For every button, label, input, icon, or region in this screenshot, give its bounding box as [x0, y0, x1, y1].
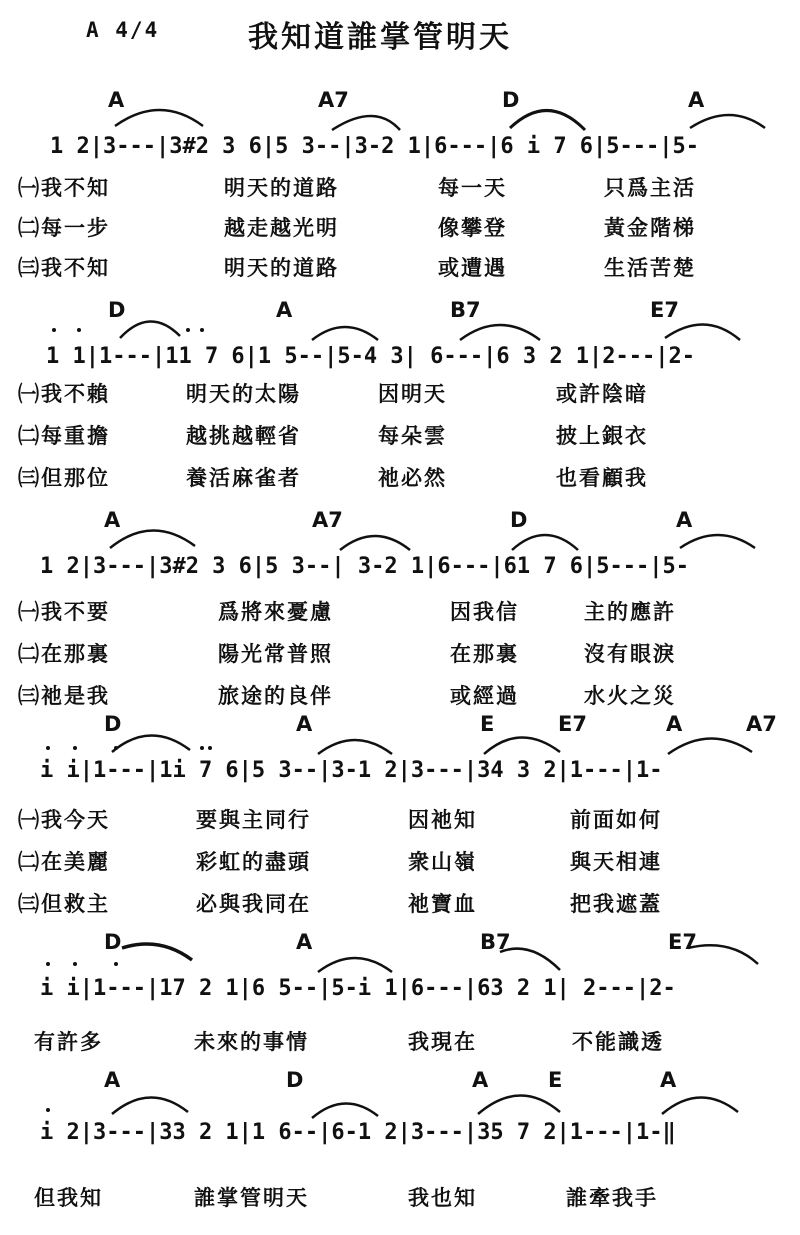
- lyric-verse-3: [0, 252, 800, 282]
- chord-symbol: A: [660, 1068, 677, 1092]
- lyric-phrase: 我現在: [408, 1030, 477, 1054]
- chord-symbol: A: [104, 508, 121, 532]
- lyric-phrase: 披上銀衣: [556, 424, 648, 448]
- lyric-phrase: 像攀登: [438, 216, 507, 240]
- lyric-verse-3: [0, 462, 800, 492]
- lyric-phrase: 明天的道路: [224, 176, 339, 200]
- lyric-line: [0, 1026, 800, 1056]
- lyric-phrase: 不能識透: [572, 1030, 664, 1054]
- lyric-phrase: 因祂知: [408, 808, 477, 832]
- chord-symbol: E7: [558, 712, 587, 736]
- lower-octave-dot: [186, 328, 190, 332]
- chord-line: [0, 1068, 800, 1096]
- lyric-verse-1: [0, 804, 800, 834]
- chord-symbol: D: [104, 712, 122, 736]
- tie-arc: [665, 324, 740, 340]
- lyric-phrase: 明天的太陽: [186, 382, 301, 406]
- tie-arc: [332, 116, 400, 130]
- lyric-phrase: ㈢祂是我: [18, 684, 110, 708]
- lyric-phrase: 只爲主活: [604, 176, 696, 200]
- tie-arc: [312, 327, 378, 340]
- lyric-phrase: 把我遮蓋: [570, 892, 662, 916]
- lower-octave-dot: [52, 328, 56, 332]
- tie-arc: [318, 740, 392, 754]
- lyric-phrase: 在那裏: [450, 642, 519, 666]
- lyric-phrase: 每朵雲: [378, 424, 447, 448]
- chord-symbol: A: [676, 508, 693, 532]
- lyric-phrase: 越走越光明: [224, 216, 339, 240]
- tie-arc: [680, 535, 755, 548]
- lyric-phrase: ㈠我不知: [18, 176, 110, 200]
- lyric-phrase: ㈠我不要: [18, 600, 110, 624]
- lyric-verse-2: [0, 638, 800, 668]
- lyric-verse-2: [0, 846, 800, 876]
- chord-symbol: A: [666, 712, 683, 736]
- tie-arc: [668, 738, 752, 754]
- tie-arc: [662, 1097, 738, 1114]
- header-key-time: A 4/4: [86, 18, 160, 42]
- tie-arc: [478, 1095, 560, 1114]
- numbered-notation-line: 1 2|3---|3#2 3 6|5 3--| 3-2 1|6---|61 7 6|5---|5-: [40, 554, 690, 579]
- chord-symbol: D: [108, 298, 126, 322]
- lyric-verse-2: [0, 420, 800, 450]
- lyric-phrase: 水火之災: [584, 684, 676, 708]
- chord-symbol: B7: [450, 298, 481, 322]
- lyric-phrase: 我也知: [408, 1186, 477, 1210]
- lyric-phrase: 必與我同在: [196, 892, 311, 916]
- lyric-phrase: ㈡在美麗: [18, 850, 110, 874]
- chord-symbol: D: [502, 88, 520, 112]
- lyric-phrase: 但我知: [34, 1186, 103, 1210]
- lyric-phrase: 與天相連: [570, 850, 662, 874]
- upper-octave-dot: [200, 746, 204, 750]
- chord-symbol: D: [510, 508, 528, 532]
- chord-line: [0, 508, 800, 536]
- lyric-phrase: 有許多: [34, 1030, 103, 1054]
- numbered-notation-line: i i|1---|1i 7 6|5 3--|3-1 2|3---|34 3 2|1---|1-: [40, 758, 663, 783]
- tie-arc: [460, 325, 540, 340]
- chord-symbol: A7: [312, 508, 343, 532]
- lyric-phrase: 越挑越輕省: [186, 424, 301, 448]
- lyric-phrase: 或經過: [450, 684, 519, 708]
- chord-line: [0, 712, 800, 740]
- chord-symbol: A: [296, 930, 313, 954]
- chord-symbol: A: [688, 88, 705, 112]
- tie-arc: [318, 958, 392, 972]
- numbered-notation-line: 1 1|1---|11 7 6|1 5--|5-4 3| 6---|6 3 2 1|2---|2-: [46, 344, 696, 369]
- song-title: 我知道誰掌管明天: [248, 20, 512, 55]
- chord-symbol: D: [104, 930, 122, 954]
- chord-symbol: B7: [480, 930, 511, 954]
- upper-octave-dot: [73, 962, 77, 966]
- lyric-phrase: 也看顧我: [556, 466, 648, 490]
- upper-octave-dot: [114, 746, 118, 750]
- chord-symbol: E: [548, 1068, 563, 1092]
- lyric-phrase: 沒有眼淚: [584, 642, 676, 666]
- lyric-verse-2: [0, 212, 800, 242]
- chord-symbol: A7: [746, 712, 777, 736]
- chord-symbol: E: [480, 712, 495, 736]
- chord-symbol: A: [104, 1068, 121, 1092]
- lyric-phrase: ㈠我不賴: [18, 382, 110, 406]
- lyric-phrase: ㈡在那裏: [18, 642, 110, 666]
- lyric-phrase: 因我信: [450, 600, 519, 624]
- lyric-phrase: 生活苦楚: [604, 256, 696, 280]
- lyric-phrase: 主的應許: [584, 600, 676, 624]
- chord-symbol: A7: [318, 88, 349, 112]
- chord-symbol: A: [108, 88, 125, 112]
- lyric-phrase: 未來的事情: [194, 1030, 309, 1054]
- lower-octave-dot: [77, 328, 81, 332]
- lower-octave-dot: [200, 328, 204, 332]
- lyric-phrase: 每一天: [438, 176, 507, 200]
- lyric-phrase: ㈢我不知: [18, 256, 110, 280]
- lyric-phrase: 衆山嶺: [408, 850, 477, 874]
- lyric-phrase: 祂必然: [378, 466, 447, 490]
- chord-symbol: A: [296, 712, 313, 736]
- lyric-phrase: 彩虹的盡頭: [196, 850, 311, 874]
- numbered-notation-line: i 2|3---|33 2 1|1 6--|6-1 2|3---|35 7 2|1---|1-‖: [40, 1120, 676, 1145]
- lyric-phrase: 前面如何: [570, 808, 662, 832]
- tie-arc: [340, 536, 410, 550]
- tie-arc: [112, 1097, 188, 1114]
- lyric-phrase: ㈡每重擔: [18, 424, 110, 448]
- lyric-phrase: ㈡每一步: [18, 216, 110, 240]
- lyric-phrase: 或許陰暗: [556, 382, 648, 406]
- lyric-phrase: 誰牽我手: [566, 1186, 658, 1210]
- upper-octave-dot: [46, 1108, 50, 1112]
- lyric-line: [0, 1182, 800, 1212]
- lyric-phrase: 陽光常普照: [218, 642, 333, 666]
- lyric-phrase: 或遭遇: [438, 256, 507, 280]
- chord-symbol: E7: [668, 930, 697, 954]
- tie-arc: [312, 1103, 378, 1118]
- upper-octave-dot: [73, 746, 77, 750]
- lyric-phrase: 旅途的良伴: [218, 684, 333, 708]
- numbered-notation-line: i i|1---|17 2 1|6 5--|5-i 1|6---|63 2 1| 2---|2-: [40, 976, 676, 1001]
- upper-octave-dot: [46, 962, 50, 966]
- tie-arc: [512, 535, 578, 550]
- lyric-phrase: 要與主同行: [196, 808, 311, 832]
- lyric-phrase: 因明天: [378, 382, 447, 406]
- chord-symbol: E7: [650, 298, 679, 322]
- lyric-phrase: 黃金階梯: [604, 216, 696, 240]
- chord-line: [0, 298, 800, 326]
- lyric-phrase: 爲將來憂慮: [218, 600, 333, 624]
- lyric-phrase: ㈢但救主: [18, 892, 110, 916]
- lyric-phrase: 明天的道路: [224, 256, 339, 280]
- upper-octave-dot: [46, 746, 50, 750]
- lyric-verse-1: [0, 172, 800, 202]
- lyric-phrase: 祂寶血: [408, 892, 477, 916]
- tie-arc: [690, 115, 765, 128]
- lyric-verse-1: [0, 596, 800, 626]
- chord-line: [0, 930, 800, 958]
- lyric-phrase: 養活麻雀者: [186, 466, 301, 490]
- chord-symbol: D: [286, 1068, 304, 1092]
- chord-line: [0, 88, 800, 116]
- lyric-phrase: ㈢但那位: [18, 466, 110, 490]
- numbered-notation-line: 1 2|3---|3#2 3 6|5 3--|3-2 1|6---|6 i 7 6|5---|5-: [50, 134, 700, 159]
- lyric-phrase: 誰掌管明天: [194, 1186, 309, 1210]
- chord-symbol: A: [276, 298, 293, 322]
- lyric-verse-1: [0, 378, 800, 408]
- lyric-verse-3: [0, 680, 800, 710]
- chord-symbol: A: [472, 1068, 489, 1092]
- lyric-phrase: ㈠我今天: [18, 808, 110, 832]
- upper-octave-dot: [208, 746, 212, 750]
- upper-octave-dot: [114, 962, 118, 966]
- lyric-verse-3: [0, 888, 800, 918]
